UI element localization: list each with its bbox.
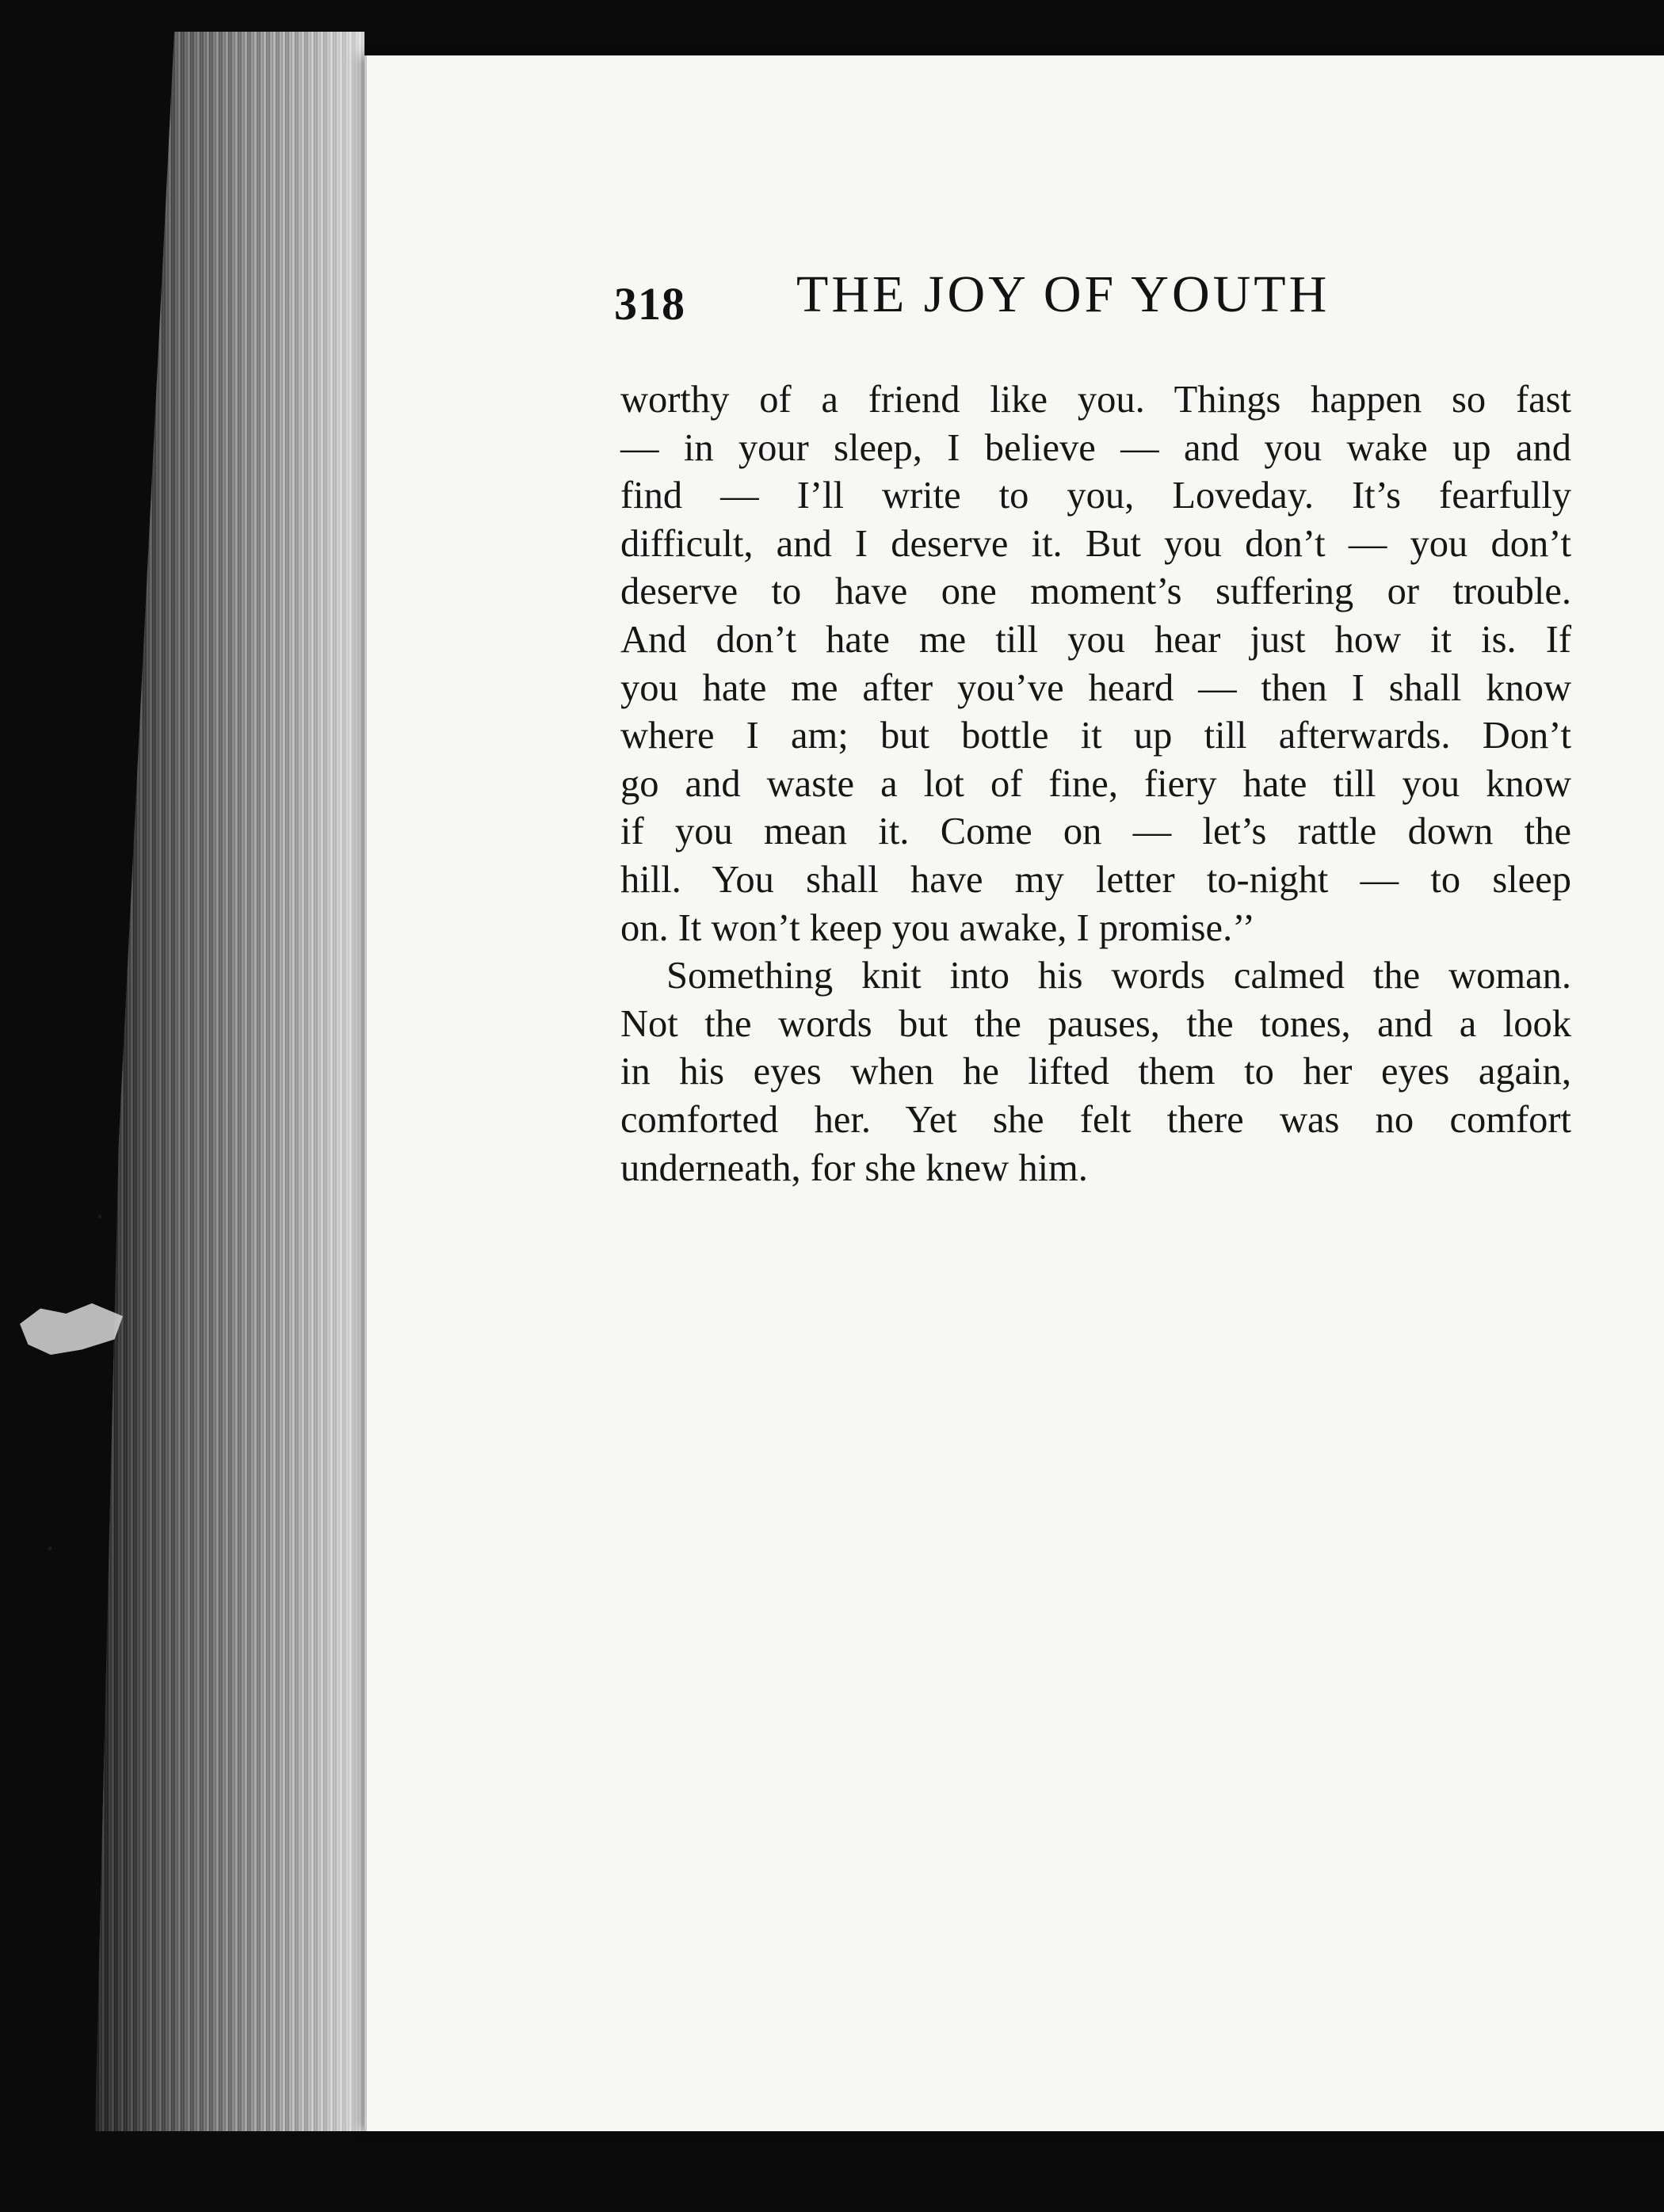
text-line: comforted her. Yet she felt there was no comfort [620,1098,1571,1141]
text-line: Something knit into his words calmed the woman. [666,955,1571,997]
text-line: hill. You shall have my letter to-night — to sleep [620,858,1571,901]
text-line: And don’t hate me till you hear just how it is. If [620,618,1571,661]
text-line: — in your sleep, I believe — and you wake up and [620,426,1571,469]
text-line: Not the words but the pauses, the tones, and a look [620,1002,1571,1045]
text-line: difficult, and I deserve it. But you don’t — you don’t [620,522,1571,565]
text-line: in his eyes when he lifted them to her eyes again, [620,1051,1571,1093]
text-line: underneath, for she knew him. [620,1146,1088,1189]
text-line: where I am; but bottle it up till afterwards. Don’t [620,715,1571,757]
text-line: you hate me after you’ve heard — then I shall know [620,666,1571,709]
running-title: THE JOY OF YOUTH [796,265,1330,323]
text-line: deserve to have one moment’s suffering or trouble. [620,570,1571,613]
text-line: go and waste a lot of fine, fiery hate till you know [620,762,1571,805]
text-line: find — I’ll write to you, Loveday. It’s fearfully [620,475,1571,517]
text-line: if you mean it. Come on — let’s rattle down the [620,810,1571,853]
page-number: 318 [614,278,685,330]
text-line: worthy of a friend like you. Things happen so fast [620,379,1571,421]
text-line: on. It won’t keep you awake, I promise.’’ [620,906,1255,949]
book-page [364,55,1664,2131]
body-text [620,376,1571,1192]
